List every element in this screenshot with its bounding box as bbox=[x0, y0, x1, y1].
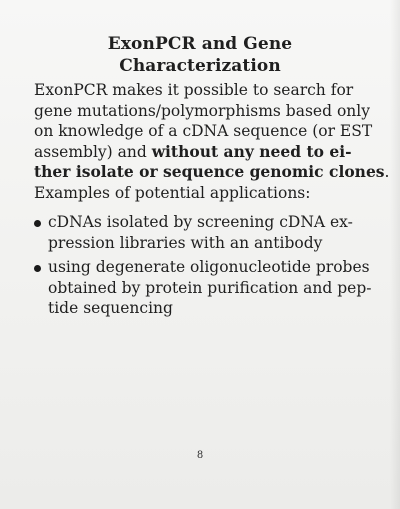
applications-list bbox=[34, 212, 372, 323]
list-item bbox=[34, 212, 372, 253]
paragraph-line-4 bbox=[34, 142, 372, 163]
slide-title bbox=[0, 33, 400, 77]
paragraph-line-4-regular: assembly) and bbox=[34, 142, 152, 161]
list-item-2-line-2: obtained by protein purification and pep- bbox=[48, 278, 372, 297]
paragraph-line-5 bbox=[34, 162, 390, 183]
title-line-2: Characterization bbox=[119, 56, 281, 76]
paragraph-line-4-bold: without any need to ei- bbox=[151, 141, 352, 161]
list-item-2-line-3: tide sequencing bbox=[48, 299, 173, 317]
bullet-icon bbox=[34, 265, 41, 272]
paragraph-line-5-bold: ther isolate or sequence genomic clones bbox=[34, 162, 385, 181]
list-item bbox=[34, 257, 372, 319]
list-item-2-line-1: using degenerate oligonucleotide probes bbox=[48, 258, 370, 276]
paragraph-line-3: on knowledge of a cDNA sequence (or EST bbox=[34, 122, 373, 140]
list-item-1-line-1: cDNAs isolated by screening cDNA ex- bbox=[48, 213, 353, 231]
paragraph-line-5-end: . bbox=[384, 163, 390, 181]
intro-paragraph bbox=[34, 80, 390, 183]
bullet-icon bbox=[34, 220, 41, 227]
examples-heading: Examples of potential applications: bbox=[34, 184, 311, 202]
list-item-1-line-2: pression libraries with an antibody bbox=[48, 233, 323, 252]
list-item-text bbox=[34, 257, 372, 319]
paragraph-line-2: gene mutations/polymorphisms based only bbox=[34, 101, 370, 120]
paragraph-line-1: ExonPCR makes it possible to search for bbox=[34, 81, 354, 99]
list-item-text bbox=[34, 212, 372, 253]
title-line-1: ExonPCR and Gene bbox=[107, 34, 293, 54]
page-number: 8 bbox=[196, 450, 204, 461]
